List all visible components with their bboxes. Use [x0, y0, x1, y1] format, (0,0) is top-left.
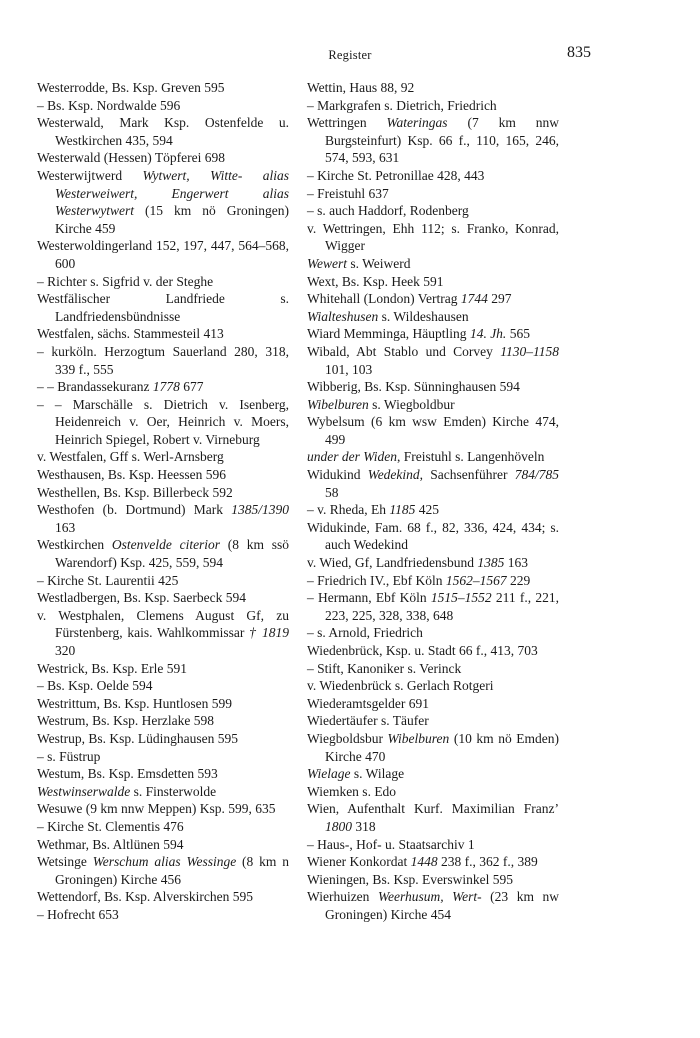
index-entry: Westrittum, Bs. Ksp. Huntlosen 599 — [37, 695, 233, 711]
index-entry: Westerwald (Hessen) Töpferei 698 — [37, 150, 225, 166]
index-entry: Westrick, Bs. Ksp. Erle 591 — [37, 660, 188, 676]
index-entry: – kurköln. Herzogtum Sauerland 280, 318, 339 f., 555 — [37, 343, 289, 377]
index-entry: – Freistuhl 637 — [307, 185, 389, 201]
index-entry: Westhellen, Bs. Ksp. Billerbeck 592 — [37, 484, 233, 500]
index-entry: Wiard Memminga, Häuptling 14. Jh. 565 — [307, 326, 530, 342]
index-entry: Widukinde, Fam. 68 f., 82, 336, 424, 434; s. auch Wedekind — [307, 519, 559, 553]
index-entry: v. Wied, Gf, Landfriedensbund 1385 163 — [307, 555, 529, 571]
page-number: 835 — [567, 44, 591, 61]
index-entry: Westerrodde, Bs. Ksp. Greven 595 — [37, 80, 225, 95]
index-entry: Westfalen, sächs. Stammesteil 413 — [37, 326, 224, 342]
index-entry: Wien, Aufenthalt Kurf. Maximilian Franz’ 1800 318 — [307, 801, 559, 834]
index-entry: Wewert s. Weiwerd — [307, 255, 411, 271]
index-entry: v. Wiedenbrück s. Gerlach Rotgeri — [307, 678, 494, 694]
index-entry: – Stift, Kanoniker s. Verinck — [307, 660, 462, 676]
index-entry: Wibald, Abt Stablo und Corvey 1130–1158 101, 103 — [307, 343, 559, 377]
index-entry: Westerwald, Mark Ksp. Ostenfelde u. Westkirchen 435, 594 — [37, 115, 289, 148]
index-entry: – s. Arnold, Friedrich — [307, 625, 423, 641]
index-entry: Wialteshusen s. Wildeshausen — [307, 308, 469, 324]
running-title: Register — [328, 48, 372, 62]
index-entry: Wierhuizen Weerhusum, Wert- (23 km nw Groningen) Kirche 454 — [307, 889, 559, 922]
index-entry: Westerwoldingerland 152, 197, 447, 564–568, 600 — [37, 238, 289, 271]
index-entry: – Kirche St. Petronillae 428, 443 — [307, 167, 485, 183]
index-entry: Whitehall (London) Vertrag 1744 297 — [307, 291, 512, 307]
index-entry: – v. Rheda, Eh 1185 425 — [307, 502, 439, 518]
index-entry: Westwinserwalde s. Finsterwolde — [37, 783, 217, 799]
index-entry: – s. auch Haddorf, Rodenberg — [307, 203, 469, 219]
index-entry: – Friedrich IV., Ebf Köln 1562–1567 229 — [307, 572, 531, 588]
index-entry: Westum, Bs. Ksp. Emsdetten 593 — [37, 766, 218, 782]
index-entry: Wetsinge Werschum alias Wessinge (8 km n Groningen) Kirche 456 — [37, 854, 289, 887]
index-entry: Westladbergen, Bs. Ksp. Saerbeck 594 — [37, 590, 246, 606]
index-entry: under der Widen, Freistuhl s. Langenhöveln — [307, 449, 545, 465]
index-entry: Wiener Konkordat 1448 238 f., 362 f., 389 — [307, 854, 538, 870]
index-entry: Wiegboldsbur Wibelburen (10 km nö Emden) Kirche 470 — [307, 730, 559, 764]
index-entry: Wext, Bs. Ksp. Heek 591 — [307, 273, 444, 289]
index-entry: – Bs. Ksp. Nordwalde 596 — [37, 97, 181, 113]
index-entry: Wiedertäufer s. Täufer — [307, 713, 429, 729]
index-column-right — [307, 79, 559, 924]
index-entry: Wieningen, Bs. Ksp. Everswinkel 595 — [307, 871, 514, 887]
index-entry: Wiemken s. Edo — [307, 783, 397, 799]
index-entry: Westkirchen Ostenvelde citerior (8 km ssö Warendorf) Ksp. 425, 559, 594 — [37, 537, 290, 571]
index-entry: Westhofen (b. Dortmund) Mark 1385/1390 163 — [37, 502, 289, 535]
index-entry: Widukind Wedekind, Sachsenführer 784/785 58 — [307, 467, 559, 500]
index-entry: Wettendorf, Bs. Ksp. Alverskirchen 595 — [37, 889, 253, 905]
index-entry: v. Wettringen, Ehh 112; s. Franko, Konrad, Wigger — [307, 220, 559, 254]
index-entry: Wethmar, Bs. Altlünen 594 — [37, 836, 184, 852]
index-entry: Wiedenbrück, Ksp. u. Stadt 66 f., 413, 703 — [307, 643, 538, 658]
page-header — [0, 44, 700, 68]
index-entry: Wesuwe (9 km nnw Meppen) Ksp. 599, 635 — [37, 801, 276, 817]
index-entry: – Markgrafen s. Dietrich, Friedrich — [307, 97, 497, 113]
index-entry: Westrum, Bs. Ksp. Herzlake 598 — [37, 713, 215, 729]
index-entry: Wielage s. Wilage — [307, 766, 405, 782]
index-entry: Westhausen, Bs. Ksp. Heessen 596 — [37, 467, 227, 483]
index-entry: – Bs. Ksp. Oelde 594 — [37, 678, 153, 694]
index-entry: Wiederamtsgelder 691 — [307, 695, 430, 711]
index-entry: v. Westfalen, Gff s. Werl-Arnsberg — [37, 449, 224, 465]
index-entry: Wibberig, Bs. Ksp. Sünninghausen 594 — [307, 379, 520, 395]
index-entry: – – Marschälle s. Dietrich v. Isenberg, Heidenreich v. Oer, Heinrich v. Moers, Heinrich Spiegel, Robert v. Virneburg — [37, 396, 289, 447]
index-entry: Westrup, Bs. Ksp. Lüdinghausen 595 — [37, 730, 239, 746]
index-entry: Wettringen Wateringas (7 km nnw Burgsteinfurt) Ksp. 66 f., 110, 165, 246, 574, 593, 631 — [307, 115, 559, 166]
index-entry: Wettin, Haus 88, 92 — [307, 80, 415, 95]
index-entry: – Kirche St. Laurentii 425 — [37, 572, 179, 588]
index-entry: – Kirche St. Clementis 476 — [37, 818, 184, 834]
index-entry: – s. Füstrup — [37, 748, 101, 764]
index-entry: Westerwijtwerd Wytwert, Witte- alias Westerweiwert, Engerwert alias Westerwytwert (15 km nö Groningen) Kirche 459 — [37, 167, 289, 236]
index-entry: – Hermann, Ebf Köln 1515–1552 211 f., 221, 223, 225, 328, 338, 648 — [307, 590, 559, 623]
index-column-left — [37, 79, 289, 924]
index-entry: Westfälischer Landfriede s. Landfriedensbündnisse — [37, 291, 289, 324]
index-entry: v. Westphalen, Clemens August Gf, zu Fürstenberg, kais. Wahlkommissar † 1819 320 — [37, 607, 290, 658]
index-entry: – – Brandassekuranz 1778 677 — [37, 379, 204, 395]
index-entry: – Haus-, Hof- u. Staatsarchiv 1 — [307, 836, 475, 852]
index-entry: – Hofrecht 653 — [37, 906, 119, 922]
index-entry: – Richter s. Sigfrid v. der Steghe — [37, 273, 214, 289]
index-entry: Wybelsum (6 km wsw Emden) Kirche 474, 499 — [307, 414, 559, 447]
index-entry: Wibelburen s. Wiegboldbur — [307, 396, 455, 412]
